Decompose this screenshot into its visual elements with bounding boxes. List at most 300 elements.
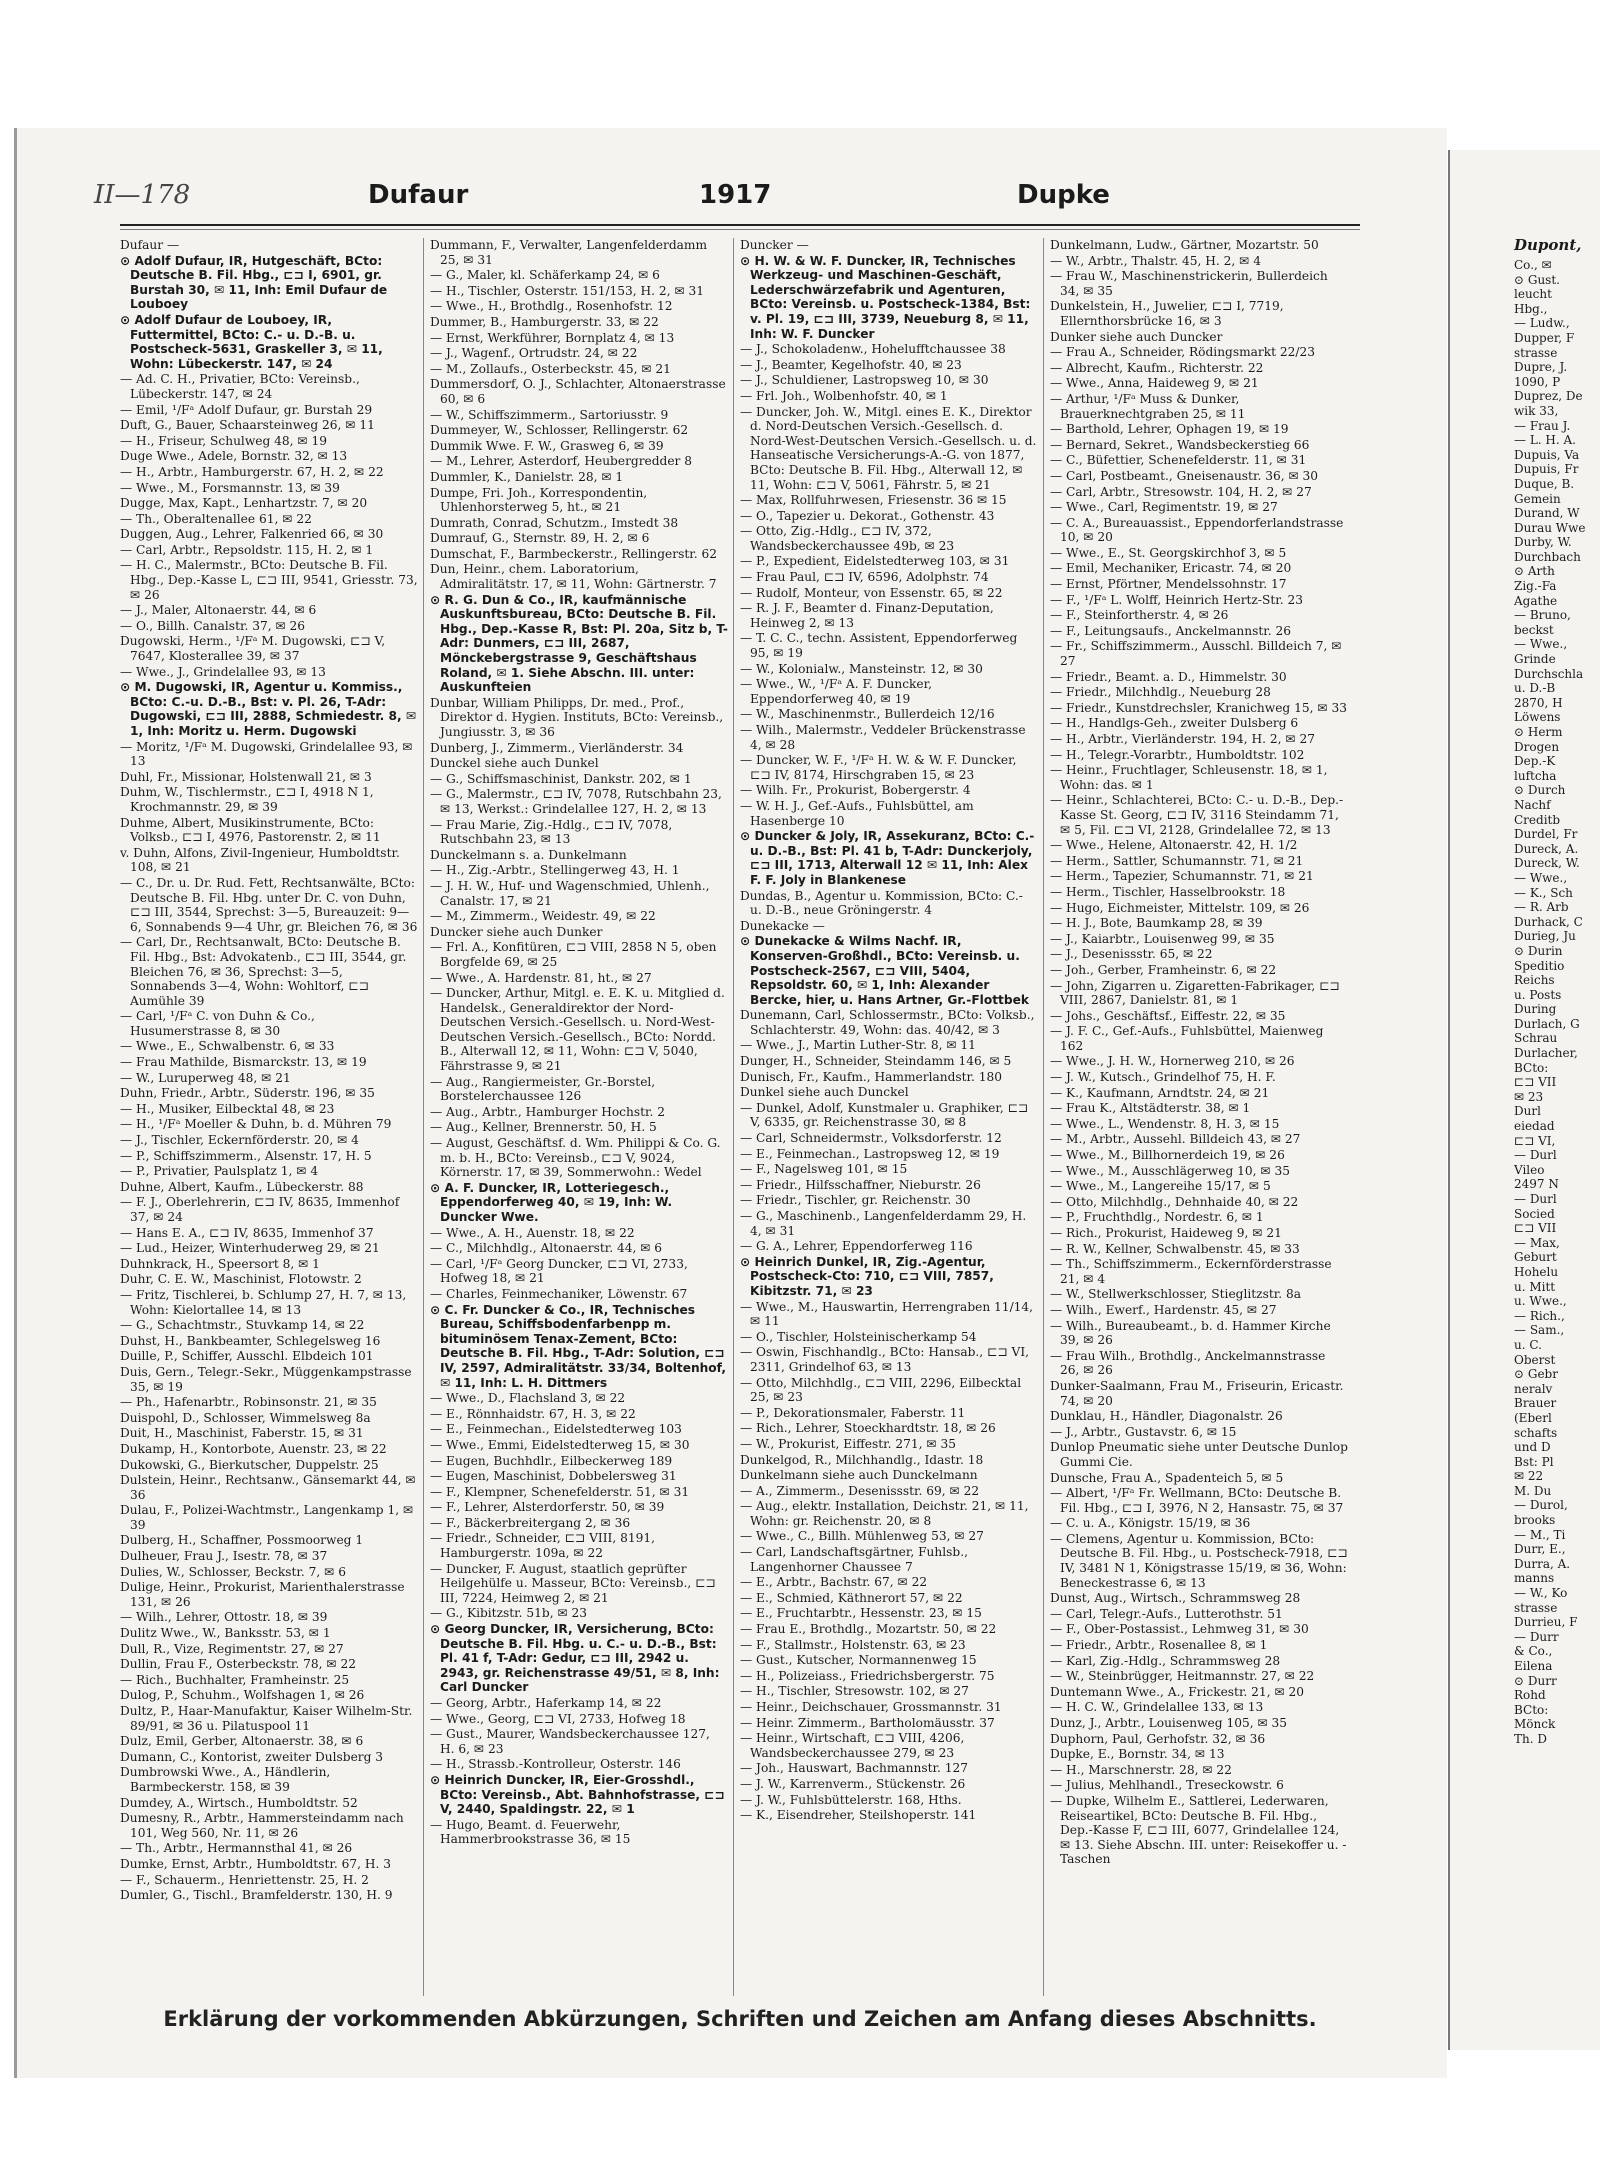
directory-entry: — Wwe., M., Ausschlägerweg 10, ✉ 35 (1050, 1163, 1290, 1178)
next-page-line: Durdel, Fr (1514, 827, 1578, 842)
next-page-line: Drogen (1514, 739, 1560, 754)
directory-entry: — Herm., Tapezier, Schumannstr. 71, ✉ 21 (1050, 869, 1314, 884)
directory-entry: Dulberg, H., Schaffner, Possmoorweg 1 (120, 1533, 364, 1548)
directory-entry: — Gust., Kutscher, Normannenweg 15 (740, 1653, 977, 1668)
next-page-line: ⊙ Durr (1514, 1673, 1557, 1688)
directory-entry: — Emil, Mechaniker, Ericastr. 74, ✉ 20 (1050, 561, 1292, 576)
directory-column-4 (1050, 238, 1348, 1998)
directory-entry: Dunbar, William Philipps, Dr. med., Prof., Direktor d. Hygien. Instituts, BCto: Vereinsb., Jungiusstr. 3, ✉ 36 (430, 695, 724, 739)
directory-entry: ⊙ Adolf Dufaur de Louboey, IR, Futtermittel, BCto: C.- u. D.-B. u. Postscheck-5631, Graskeller 3, ✉ 11, Wohn: Lübeckerstr. 147, ✉ 24 (120, 312, 383, 371)
next-page-line: Zig.-Fa (1514, 579, 1557, 594)
next-page-line: Hohelu (1514, 1264, 1559, 1279)
next-page-line: BCto: (1514, 1702, 1549, 1717)
directory-entry: Dulz, Emil, Gerber, Altonaerstr. 38, ✉ 6 (120, 1734, 364, 1749)
directory-entry: — C., Dr. u. Dr. Rud. Fett, Rechtsanwälte, BCto: Deutsche B. Fil. Hbg. unter Dr. C. von Duhn, ⊏⊐ III, 3544, Sprechst: 3—5, Bureauzeit: 9—6, Sonnabends 9—4 Uhr, gr. Bleichen 76, ✉ 36 (120, 875, 418, 934)
directory-entry: — Wwe., M., Hauswartin, Herrengraben 11/14, ✉ 11 (740, 1299, 1034, 1329)
directory-entry: Duis, Gern., Telegr.-Sekr., Müggenkampstrasse 35, ✉ 19 (120, 1364, 412, 1394)
directory-entry: — G., Kibitzstr. 51b, ✉ 23 (430, 1606, 588, 1621)
directory-entry: — W., Prokurist, Eiffestr. 271, ✉ 35 (740, 1436, 956, 1451)
next-page-line: Dupre, J. (1514, 360, 1568, 375)
directory-entry: — Heinr., Deichschauer, Grossmannstr. 31 (740, 1700, 1002, 1714)
next-page-line: u. C. (1514, 1337, 1542, 1352)
directory-entry: — Aug., Rangiermeister, Gr.-Borstel, Borstelerchaussee 126 (430, 1074, 656, 1104)
directory-entry: Dufaur — (120, 238, 180, 252)
directory-entry: — W., Steinbrügger, Heitmannstr. 27, ✉ 22 (1050, 1669, 1315, 1684)
directory-entry: — Karl, Zig.-Hdlg., Schrammsweg 28 (1050, 1653, 1281, 1668)
directory-entry: Dunekacke — (740, 918, 825, 933)
directory-entry: Dunkelgod, R., Milchhandlg., Idastr. 18 (740, 1452, 984, 1467)
directory-entry: — T. C. C., techn. Assistent, Eppendorferweg 95, ✉ 19 (740, 631, 1018, 661)
directory-entry: — August, Geschäftsf. d. Wm. Philippi & Co. G. m. b. H., BCto: Vereinsb., ⊏⊐ V, 9024, Körnerstr. 17, ✉ 39, Sommerwohn.: Wedel (430, 1136, 721, 1180)
directory-entry: Duhr, C. E. W., Maschinist, Flotowstr. 2 (120, 1272, 362, 1287)
next-page-line: ⊏⊐ VII (1514, 1221, 1557, 1236)
directory-column-3 (740, 238, 1038, 1998)
directory-entry: — H., Marschnerstr. 28, ✉ 22 (1050, 1762, 1232, 1777)
directory-entry: — H., Musiker, Eilbecktal 48, ✉ 23 (120, 1101, 335, 1116)
directory-entry: — J., Arbtr., Gustavstr. 6, ✉ 15 (1050, 1424, 1237, 1439)
next-page-line: strasse (1514, 1600, 1558, 1615)
next-page-line: ⊏⊐ VII (1514, 1075, 1557, 1090)
next-page-line: M. Du (1514, 1483, 1552, 1498)
directory-entry: Dunckelmann s. a. Dunkelmann (430, 847, 627, 862)
directory-entry: — Hugo, Eichmeister, Mittelstr. 109, ✉ 26 (1050, 900, 1310, 915)
directory-entry: — Frl. Joh., Wolbenhofstr. 40, ✉ 1 (740, 388, 948, 403)
directory-entry: — Wwe., Anna, Haideweg 9, ✉ 21 (1050, 376, 1259, 391)
next-page-line: manns (1514, 1571, 1555, 1586)
directory-entry: — Ph., Hafenarbtr., Robinsonstr. 21, ✉ 35 (120, 1395, 377, 1410)
directory-entry: — Julius, Mehlhandl., Treseckowstr. 6 (1050, 1778, 1284, 1793)
directory-entry: — H., Arbtr., Hamburgerstr. 67, H. 2, ✉ 22 (120, 464, 384, 479)
directory-entry: Dupke, E., Bornstr. 34, ✉ 13 (1050, 1747, 1225, 1762)
next-page-line: (Eberl (1514, 1410, 1552, 1425)
directory-entry: — G., Malermstr., ⊏⊐ IV, 7078, Rutschbahn 23, ✉ 13, Werkst.: Grindelallee 127, H. 2, ✉ 13 (430, 787, 722, 816)
next-page-line: u. Mitt (1514, 1279, 1556, 1294)
directory-entry: — Herm., Tischler, Hasselbrookstr. 18 (1050, 884, 1286, 899)
next-page-line: Durhack, C (1514, 914, 1583, 929)
directory-entry: — Duncker, F. August, staatlich geprüfter Heilgehülfe u. Masseur, BCto: Vereinsb., ⊏⊐ III, 7224, Heimweg 2, ✉ 21 (430, 1561, 716, 1605)
directory-entry: ⊙ M. Dugowski, IR, Agentur u. Kommiss., BCto: C.-u. D.-B., Bst: v. Pl. 26, T-Adr: Dugowski, ⊏⊐ III, 2888, Schmiedestr. 8, ✉ 1, Inh: Moritz u. Herm. Dugowski (120, 680, 417, 738)
directory-entry: Dunkelstein, H., Juwelier, ⊏⊐ I, 7719, Ellernthorsbrücke 16, ✉ 3 (1050, 299, 1284, 328)
next-page-line: ✉ 22 (1514, 1469, 1544, 1484)
directory-entry: ⊙ C. Fr. Duncker & Co., IR, Technisches Bureau, Schiffsbodenfarbenpp m. bituminösem Tenax-Zement, BCto: Deutsche B. Fil. Hbg., T-Adr: Solution, ⊏⊐ IV, 2597, Admiralitätstr. 33/34, Boltenhof, ✉ 11, Inh: L. H. Dittmers (430, 1302, 726, 1390)
directory-entry: Dulheuer, Frau J., Isestr. 78, ✉ 37 (120, 1549, 328, 1564)
directory-entry: — W., Kolonialw., Mansteinstr. 12, ✉ 30 (740, 661, 983, 676)
directory-entry: Dumke, Ernst, Arbtr., Humboldtstr. 67, H. 3 (120, 1856, 391, 1871)
next-page-line: Dureck, W. (1514, 856, 1580, 871)
directory-entry: Dumler, G., Tischl., Bramfelderstr. 130, H. 9 (120, 1888, 393, 1903)
directory-entry: — F., Stallmstr., Holstenstr. 63, ✉ 23 (740, 1637, 966, 1652)
directory-entry: — Wwe., M., Langereihe 15/17, ✉ 5 (1050, 1179, 1271, 1194)
directory-entry: — Arthur, ¹/Fᵃ Muss & Dunker, Brauerknechtgraben 25, ✉ 11 (1050, 391, 1246, 421)
next-page-line: Durrieu, F (1514, 1615, 1578, 1630)
directory-entry: — Wwe., Helene, Altonaerstr. 42, H. 1/2 (1050, 838, 1298, 853)
directory-entry: Duispohl, D., Schlosser, Wimmelsweg 8a (120, 1410, 371, 1425)
directory-entry: — Wilh. Fr., Prokurist, Bobergerstr. 4 (740, 783, 971, 798)
directory-entry: Dun, Heinr., chem. Laboratorium, Admiralitätstr. 17, ✉ 11, Wohn: Gärtnerstr. 7 (430, 562, 717, 592)
directory-entry: — Oswin, Fischhandlg., BCto: Hansab., ⊏⊐ VI, 2311, Grindelhof 63, ✉ 13 (740, 1345, 1030, 1374)
directory-entry: — Aug., Kellner, Brennerstr. 50, H. 5 (430, 1120, 657, 1135)
next-page-line: — L. H. A. (1514, 433, 1576, 448)
next-page-line: — W., Ko (1514, 1586, 1568, 1601)
directory-entry: — J., Desenissstr. 65, ✉ 22 (1050, 947, 1213, 962)
directory-entry: — Albrecht, Kaufm., Richterstr. 22 (1050, 360, 1264, 375)
next-page-line: und D (1514, 1440, 1551, 1455)
next-page-line: Dupper, F (1514, 330, 1575, 345)
directory-entry: — H., Strassb.-Kontrolleur, Osterstr. 146 (430, 1757, 681, 1772)
next-page-line: Schrau (1514, 1031, 1558, 1046)
directory-entry: — Dupke, Wilhelm E., Sattlerei, Lederwaren, Reiseartikel, BCto: Deutsche B. Fil. Hbg., Dep.-Kasse F, ⊏⊐ III, 6077, Grindelallee 124, ✉ 13. Siehe Abschn. III. unter: Reisekoffer u. -Taschen (1050, 1793, 1347, 1867)
next-page-line: Nachf (1514, 797, 1551, 812)
directory-entry: Duncker — (740, 238, 809, 252)
next-page-line: Brauer (1514, 1396, 1557, 1411)
directory-entry: — Ad. C. H., Privatier, BCto: Vereinsb., Lübeckerstr. 147, ✉ 24 (120, 372, 360, 401)
directory-entry: — Duncker, Arthur, Mitgl. e. E. K. u. Mitglied d. Handelsk., Generaldirektor der Nord-Deutschen Versich.-Gesellsch. u. Nord-West-Deutschen Versich.-Gesellsch., BCto: Nordd. B., Alterwall 12, ✉ 11, Wohn: ⊏⊐ V, 5040, Fährstrasse 9, ✉ 21 (430, 986, 725, 1074)
directory-entry: Dukowski, G., Bierkutscher, Duppelstr. 25 (120, 1457, 379, 1472)
next-page-line: u. Posts (1514, 987, 1562, 1002)
directory-entry: — J., Maler, Altonaerstr. 44, ✉ 6 (120, 603, 317, 618)
directory-entry: ⊙ Heinrich Duncker, IR, Eier-Grosshdl., BCto: Vereinsb., Abt. Bahnhofstrasse, ⊏⊐ V, 2440, Spaldingstr. 22, ✉ 1 (430, 1772, 725, 1817)
next-page-line: Oberst (1514, 1352, 1556, 1367)
next-page-line: Durlach, G (1514, 1016, 1580, 1031)
directory-entry: Dull, R., Vize, Regimentstr. 27, ✉ 27 (120, 1641, 344, 1656)
directory-entry: — H. C. W., Grindelallee 133, ✉ 13 (1050, 1700, 1264, 1715)
directory-entry: — Hans E. A., ⊏⊐ IV, 8635, Immenhof 37 (120, 1225, 374, 1240)
next-page-line: Mönck (1514, 1717, 1556, 1732)
directory-column-2 (430, 238, 728, 1998)
directory-entry: — Wwe., J., Grindelallee 93, ✉ 13 (120, 664, 326, 679)
next-page-line: Hbg., (1514, 301, 1548, 316)
directory-entry: Dummersdorf, O. J., Schlachter, Altonaerstrasse 60, ✉ 6 (430, 377, 726, 406)
directory-entry: — G., Maschinenb., Langenfelderdamm 29, H. 4, ✉ 31 (740, 1209, 1027, 1238)
directory-entry: ⊙ H. W. & W. F. Duncker, IR, Technisches Werkzeug- und Maschinen-Geschäft, Lederschwärzefabrik und Agenturen, BCto: Vereinsb. u. Postscheck-1384, Bst: v. Pl. 19, ⊏⊐ III, 3739, Neueburg 8, ✉ 11, Inh: W. F. Duncker (740, 253, 1031, 341)
directory-entry: — F., Klempner, Schenefelderstr. 51, ✉ 31 (430, 1484, 690, 1499)
directory-entry: — H., Handlgs-Geh., zweiter Dulsberg 6 (1050, 716, 1299, 731)
directory-entry: — P., Dekorationsmaler, Faberstr. 11 (740, 1405, 966, 1420)
directory-entry: — Barthold, Lehrer, Ophagen 19, ✉ 19 (1050, 422, 1289, 437)
directory-entry: Dulies, W., Schlosser, Beckstr. 7, ✉ 6 (120, 1564, 346, 1579)
next-page-line: Dep.-K (1514, 754, 1556, 769)
directory-entry: Dunkelmann siehe auch Dunckelmann (740, 1468, 978, 1483)
directory-entry: — Max, Rollfuhrwesen, Friesenstr. 36 ✉ 15 (740, 493, 1007, 508)
directory-entry: — Heinr., Schlachterei, BCto: C.- u. D.-B., Dep.-Kasse St. Georg, ⊏⊐ IV, 3116 Steindamm 71, ✉ 5, Fil. ⊏⊐ VI, 2128, Grindelallee 72, ✉ 13 (1050, 793, 1344, 837)
directory-entry: — F., ¹/Fᵃ L. Wolff, Heinrich Hertz-Str. 23 (1050, 592, 1303, 607)
next-page-line: — Durl (1514, 1148, 1557, 1163)
next-page-line: Löwens (1514, 710, 1561, 725)
next-page-line: BCto: (1514, 1060, 1549, 1075)
directory-entry: — Rich., Prokurist, Haideweg 9, ✉ 21 (1050, 1226, 1282, 1240)
column-divider (1043, 238, 1044, 1996)
directory-entry: — Carl, ¹/Fᵃ C. von Duhn & Co., Husumerstrasse 8, ✉ 30 (120, 1009, 315, 1038)
directory-entry: — Friedr., Beamt. a. D., Himmelstr. 30 (1050, 669, 1287, 684)
directory-entry: — H., Tischler, Stresowstr. 102, ✉ 27 (740, 1684, 969, 1699)
directory-entry: Dummann, F., Verwalter, Langenfelderdamm 25, ✉ 31 (430, 238, 707, 267)
year: 1917 (699, 180, 772, 210)
next-page-line: Durchschla (1514, 666, 1584, 681)
directory-entry: — Fr., Schiffszimmerm., Ausschl. Billdeich 7, ✉ 27 (1050, 639, 1342, 669)
directory-entry: — H., Tischler, Osterstr. 151/153, H. 2, ✉ 31 (430, 283, 705, 298)
next-page-line: ⊙ Durin (1514, 943, 1563, 958)
directory-entry: — F., Bäckerbreitergang 2, ✉ 36 (430, 1515, 631, 1530)
directory-entry: — Clemens, Agentur u. Kommission, BCto: Deutsche B. Fil. Hbg., u. Postscheck-7918, ⊏⊐ IV, 3481 N 1, Königstrasse 15/19, ✉ 36, Wohn: Beneckestrasse 6, ✉ 13 (1050, 1531, 1348, 1590)
directory-entry: — W., Luruperweg 48, ✉ 21 (120, 1070, 291, 1085)
directory-entry: Dummeyer, W., Schlosser, Rellingerstr. 62 (430, 423, 689, 438)
next-page-line: Durr, E., (1514, 1542, 1566, 1557)
directory-entry: Dumdey, A., Wirtsch., Humboldtstr. 52 (120, 1795, 358, 1810)
directory-entry: Dunsche, Frau A., Spadenteich 5, ✉ 5 (1050, 1470, 1284, 1485)
directory-entry: — Carl, Dr., Rechtsanwalt, BCto: Deutsche B. Fil. Hbg., Bst: Advokatenb., ⊏⊐ III, 3544, gr. Bleichen 76, ✉ 36, Sprechst: 3—5, Sonnabends 3—4, Wohn: Wohltorf, ⊏⊐ Aumühle 39 (120, 935, 407, 1008)
right-keyword: Dupke (1017, 180, 1110, 210)
next-page-line: Socied (1514, 1206, 1555, 1221)
next-page-line: Durand, W (1514, 506, 1580, 521)
directory-entry: Dunisch, Fr., Kaufm., Hammerlandstr. 180 (740, 1069, 1003, 1084)
directory-entry: Dumann, C., Kontorist, zweiter Dulsberg 3 (120, 1749, 384, 1764)
next-page-line: Durra, A. (1514, 1556, 1571, 1571)
directory-entry: — Wwe., J., Martin Luther-Str. 8, ✉ 11 (740, 1038, 976, 1053)
next-page-line: Creditb (1514, 812, 1561, 827)
directory-entry: — O., Billh. Canalstr. 37, ✉ 26 (120, 618, 306, 633)
directory-entry: — F., Nagelsweg 101, ✉ 15 (740, 1162, 908, 1177)
directory-entry: — Frau E., Brothdlg., Mozartstr. 50, ✉ 22 (740, 1622, 997, 1637)
directory-entry: — Joh., Gerber, Framheinstr. 6, ✉ 22 (1050, 962, 1277, 977)
directory-entry: ⊙ Georg Duncker, IR, Versicherung, BCto: Deutsche B. Fil. Hbg. u. C.- u. D.-B., Bst: Pl. 41 f, T-Adr: Gedur, ⊏⊐ III, 2942 u. 2943, gr. Reichenstrasse 49/51, ✉ 8, Inh: Carl Duncker (430, 1622, 720, 1695)
directory-entry: — P., Privatier, Paulsplatz 1, ✉ 4 (120, 1164, 319, 1179)
next-page-line: u. Wwe., (1514, 1294, 1567, 1309)
directory-entry: — J., Kaiarbtr., Louisenweg 99, ✉ 35 (1050, 931, 1275, 946)
next-page-line: Geburt (1514, 1250, 1557, 1265)
directory-entry: — Friedr., Arbtr., Rosenallee 8, ✉ 1 (1050, 1638, 1268, 1653)
directory-entry: — Dunkel, Adolf, Kunstmaler u. Graphiker, ⊏⊐ V, 6335, gr. Reichenstrasse 30, ✉ 8 (740, 1100, 1029, 1130)
directory-entry: — Aug., Arbtr., Hamburger Hochstr. 2 (430, 1104, 665, 1119)
directory-entry: Dumrath, Conrad, Schutzm., Imstedt 38 (430, 515, 679, 530)
directory-entry: — O., Tischler, Holsteinischerkamp 54 (740, 1329, 977, 1344)
next-page-line: ⊙ Gust. (1514, 272, 1560, 287)
directory-entry: Dumesny, R., Arbtr., Hammersteindamm nach 101, Weg 560, Nr. 11, ✉ 26 (120, 1811, 404, 1840)
directory-entry: — Moritz, ¹/Fᵃ M. Dugowski, Grindelallee 93, ✉ 13 (120, 739, 413, 769)
directory-entry: — Bernard, Sekret., Wandsbeckerstieg 66 (1050, 437, 1310, 452)
next-page-line: Dureck, A. (1514, 841, 1579, 856)
directory-entry: — Lud., Heizer, Winterhuderweg 29, ✉ 21 (120, 1241, 380, 1256)
directory-entry: v. Duhn, Alfons, Zivil-Ingenieur, Humboldtstr. 108, ✉ 21 (120, 845, 400, 875)
directory-entry: — H. C., Malermstr., BCto: Deutsche B. Fil. Hbg., Dep.-Kasse L, ⊏⊐ III, 9541, Griesstr. 73, ✉ 26 (120, 558, 418, 602)
next-page-line: ⊙ Arth (1514, 564, 1555, 579)
directory-entry: — P., Fruchthdlg., Nordestr. 6, ✉ 1 (1050, 1210, 1264, 1225)
directory-entry: — Carl, Telegr.-Aufs., Lutterothstr. 51 (1050, 1606, 1283, 1621)
directory-entry: — Wilh., Ewerf., Hardenstr. 45, ✉ 27 (1050, 1302, 1277, 1317)
next-page-line: Eilena (1514, 1659, 1553, 1673)
next-page-line: leucht (1514, 287, 1552, 302)
directory-entry: — Wwe., Emmi, Eidelstedterweg 15, ✉ 30 (430, 1437, 690, 1452)
directory-entry: — Ernst, Pförtner, Mendelssohnstr. 17 (1050, 577, 1287, 592)
directory-entry: — Wwe., M., Billhornerdeich 19, ✉ 26 (1050, 1148, 1285, 1163)
next-page-line: ⊏⊐ VI, (1514, 1133, 1556, 1148)
directory-entry: — Otto, Zig.-Hdlg., ⊏⊐ IV, 372, Wandsbeckerchaussee 49b, ✉ 23 (740, 524, 955, 553)
next-page-line: Th. D (1514, 1731, 1547, 1746)
directory-entry: Dunemann, Carl, Schlossermstr., BCto: Volksb., Schlachterstr. 49, Wohn: das. 40/42, ✉ 3 (740, 1008, 1035, 1037)
next-page-line: Duprez, De (1514, 389, 1583, 404)
next-page-line: — Bruno, (1514, 608, 1571, 623)
directory-entry: — M., Zollaufs., Osterbeckstr. 45, ✉ 21 (430, 361, 671, 376)
directory-entry: Dunger, H., Schneider, Steindamm 146, ✉ 5 (740, 1054, 1012, 1069)
directory-entry: — W. H. J., Gef.-Aufs., Fuhlsbüttel, am Hasenberge 10 (740, 798, 974, 828)
directory-entry: — J., Schuldiener, Lastropsweg 10, ✉ 30 (740, 373, 989, 388)
directory-entry: — F., Steinfortherstr. 4, ✉ 26 (1050, 608, 1229, 623)
directory-entry: — F., Lehrer, Alsterdorferstr. 50, ✉ 39 (430, 1500, 665, 1515)
directory-entry: Duhme, Albert, Musikinstrumente, BCto: Volksb., ⊏⊐ I, 4976, Pastorenstr. 2, ✉ 11 (120, 815, 381, 845)
directory-entry: — H., Zig.-Arbtr., Stellingerweg 43, H. 1 (430, 863, 680, 878)
directory-entry: — Duncker, Joh. W., Mitgl. eines E. K., Direktor d. Nord-Deutschen Versich.-Gesellsch. d. Nord-West-Deutschen Versich.-Gesellsch. u. d. Hanseatische Versicherungs-A.-G. von 1877, BCto: Deutsche B. Fil. Hbg., Alterwall 12, ✉ 11, Wohn: ⊏⊐ V, 5061, Fährstr. 5, ✉ 21 (740, 404, 1037, 492)
directory-entry: — Frl. A., Konfitüren, ⊏⊐ VIII, 2858 N 5, oben Borgfelde 69, ✉ 25 (430, 940, 717, 969)
directory-entry: — J. W., Fuhlsbüttelerstr. 168, Hths. (740, 1792, 962, 1807)
directory-entry: — Wwe., W., ¹/Fᵃ A. F. Duncker, Eppendorferweg 40, ✉ 19 (740, 677, 933, 706)
directory-entry: — Charles, Feinmechaniker, Löwenstr. 67 (430, 1286, 688, 1301)
directory-entry: — J., Tischler, Eckernförderstr. 20, ✉ 4 (120, 1133, 359, 1148)
directory-entry: — Johs., Geschäftsf., Eiffestr. 22, ✉ 35 (1050, 1008, 1286, 1023)
directory-entry: Duhm, W., Tischlermstr., ⊏⊐ I, 4918 N 1, Krochmannstr. 29, ✉ 39 (120, 785, 374, 814)
directory-entry: Duggen, Aug., Lehrer, Falkenried 66, ✉ 30 (120, 527, 384, 542)
next-page-line: — Durl (1514, 1192, 1557, 1206)
next-page-line: Durby, W. (1514, 535, 1572, 550)
next-page-line: Durlacher, (1514, 1046, 1578, 1061)
next-page-line: Durchbach (1514, 549, 1581, 564)
directory-entry: Dunckel siehe auch Dunkel (430, 756, 599, 771)
directory-entry: — M., Zimmerm., Weidestr. 49, ✉ 22 (430, 909, 656, 924)
directory-entry: Duft, G., Bauer, Schaarsteinweg 26, ✉ 11 (120, 418, 375, 433)
next-page-line: — Ludw., (1514, 316, 1570, 331)
next-page-line: Durieg, Ju (1514, 929, 1576, 944)
directory-entry: — E., Schmied, Käthnerort 57, ✉ 22 (740, 1590, 963, 1605)
directory-entry: Dulau, F., Polizei-Wachtmstr., Langenkamp 1, ✉ 39 (120, 1503, 414, 1532)
directory-entry: — R. W., Kellner, Schwalbenstr. 45, ✉ 33 (1050, 1241, 1300, 1256)
next-page-line: luftcha (1514, 768, 1557, 783)
next-page-line: eiedad (1514, 1119, 1555, 1134)
directory-entry: — Albert, ¹/Fᵃ Fr. Wellmann, BCto: Deutsche B. Fil. Hbg., ⊏⊐ I, 3976, N 2, Hansastr. 75, ✉ 37 (1050, 1486, 1344, 1515)
directory-entry: — K., Kaufmann, Arndtstr. 24, ✉ 21 (1050, 1085, 1270, 1100)
directory-entry: — Friedr., Hilfsschaffner, Nieburstr. 26 (740, 1177, 981, 1192)
directory-entry: — Rudolf, Monteur, von Essenstr. 65, ✉ 22 (740, 585, 1003, 600)
directory-entry: — Duncker, W. F., ¹/Fᵃ H. W. & W. F. Duncker, ⊏⊐ IV, 8174, Hirschgraben 15, ✉ 23 (740, 753, 1017, 782)
directory-entry: — E., Rönnhaidstr. 67, H. 3, ✉ 22 (430, 1406, 636, 1421)
directory-entry: — Carl, Postbeamt., Gneisenaustr. 36, ✉ 30 (1050, 468, 1319, 483)
directory-entry: — Heinr., Wirtschaft, ⊏⊐ VIII, 4206, Wandsbeckerchaussee 279, ✉ 23 (740, 1731, 965, 1760)
directory-entry: — J. W., Karrenverm., Stückenstr. 26 (740, 1776, 966, 1791)
next-page-line: 2870, H (1514, 695, 1563, 710)
directory-entry: Dulitz Wwe., W., Banksstr. 53, ✉ 1 (120, 1626, 331, 1641)
directory-entry: — Carl, Schneidermstr., Volksdorferstr. 12 (740, 1131, 1002, 1146)
next-page-line: Agathe (1514, 593, 1558, 608)
header-rule-thin (120, 229, 1360, 230)
directory-entry: — K., Eisendreher, Steilshoperstr. 141 (740, 1808, 977, 1823)
directory-entry: Dummer, B., Hamburgerstr. 33, ✉ 22 (430, 314, 659, 329)
directory-entry: Dunklau, H., Händler, Diagonalstr. 26 (1050, 1409, 1283, 1424)
directory-entry: — Frau K., Altstädterstr. 38, ✉ 1 (1050, 1101, 1251, 1116)
directory-entry: Duphorn, Paul, Gerhofstr. 32, ✉ 36 (1050, 1731, 1266, 1746)
next-page-line: Speditio (1514, 958, 1565, 973)
directory-entry: Dunst, Aug., Wirtsch., Schrammsweg 28 (1050, 1591, 1301, 1606)
next-page-line: Dupuis, Fr (1514, 462, 1579, 477)
directory-entry: — M., Lehrer, Asterdorf, Heubergredder 8 (430, 454, 693, 469)
directory-entry: — Th., Schiffszimmerm., Eckernförderstrasse 21, ✉ 4 (1050, 1257, 1332, 1286)
directory-entry: — Th., Oberaltenallee 61, ✉ 22 (120, 511, 312, 526)
next-page-line: — Durol, (1514, 1498, 1568, 1513)
directory-entry: — G., Schiffsmaschinist, Dankstr. 202, ✉ 1 (430, 771, 692, 786)
page-header (14, 180, 1370, 216)
directory-entry: — H., Friseur, Schulweg 48, ✉ 19 (120, 433, 327, 448)
directory-entry: — M., Arbtr., Aussehl. Billdeich 43, ✉ 27 (1050, 1132, 1301, 1147)
directory-entry: — C. A., Bureauassist., Eppendorferlandstrasse 10, ✉ 20 (1050, 515, 1344, 545)
directory-entry: — G., Schachtmstr., Stuvkamp 14, ✉ 22 (120, 1318, 365, 1333)
next-page-line: wik 33, (1514, 403, 1559, 418)
next-page-line: ✉ 23 (1514, 1089, 1544, 1104)
directory-entry: — H., ¹/Fᵃ Moeller & Duhn, b. d. Mühren 79 (120, 1117, 392, 1132)
directory-entry: — Wwe., D., Flachsland 3, ✉ 22 (430, 1391, 626, 1406)
directory-entry: Duncker siehe auch Dunker (430, 924, 603, 939)
directory-entry: ⊙ A. F. Duncker, IR, Lotteriegesch., Eppendorferweg 40, ✉ 19, Inh: W. Duncker Wwe. (430, 1180, 673, 1224)
directory-entry: — F., Schauerm., Henriettenstr. 25, H. 2 (120, 1872, 369, 1887)
directory-entry: — P., Expedient, Eidelstedterweg 103, ✉ 31 (740, 554, 1010, 569)
next-page-line: Grinde (1514, 652, 1556, 667)
directory-entry: — W., Schiffszimmerm., Sartoriusstr. 9 (430, 407, 669, 422)
directory-entry: — Wilh., Lehrer, Ottostr. 18, ✉ 39 (120, 1610, 328, 1625)
directory-entry: — W., Stellwerkschlosser, Stieglitzstr. 8a (1050, 1287, 1301, 1302)
directory-entry: — Heinr., Fruchtlager, Schleusenstr. 18, ✉ 1, Wohn: das. ✉ 1 (1050, 763, 1328, 792)
directory-entry: — Heinr. Zimmerm., Bartholomäusstr. 37 (740, 1715, 995, 1730)
directory-entry: — C., Milchhdlg., Altonaerstr. 44, ✉ 6 (430, 1241, 663, 1256)
directory-entry: Dundas, B., Agentur u. Kommission, BCto: C.- u. D.-B., neue Gröningerstr. 4 (740, 888, 1023, 918)
directory-entry: Duhne, Albert, Kaufm., Lübeckerstr. 88 (120, 1179, 364, 1194)
directory-entry: — Emil, ¹/Fᵃ Adolf Dufaur, gr. Burstah 29 (120, 402, 373, 417)
next-page-line: schafts (1514, 1425, 1558, 1440)
directory-entry: — J. H. W., Huf- und Wagenschmied, Uhlenh., Canalstr. 17, ✉ 21 (430, 878, 710, 908)
directory-entry: — F., Ober-Postassist., Lehmweg 31, ✉ 30 (1050, 1622, 1309, 1637)
next-page-line: u. D.-B (1514, 681, 1556, 696)
directory-entry: Dulige, Heinr., Prokurist, Marienthalerstrasse 131, ✉ 26 (120, 1580, 405, 1609)
directory-entry: — H., Arbtr., Vierländerstr. 194, H. 2, ✉ 27 (1050, 732, 1315, 746)
directory-entry: — Th., Arbtr., Hermannsthal 41, ✉ 26 (120, 1841, 353, 1856)
next-page-line: — Wwe., (1514, 637, 1568, 652)
directory-entry: Dunberg, J., Zimmerm., Vierländerstr. 34 (430, 740, 684, 755)
directory-entry: — Frau W., Maschinenstrickerin, Bullerdeich 34, ✉ 35 (1050, 269, 1328, 298)
next-page-line: neralv (1514, 1381, 1553, 1396)
directory-entry: — Wwe., M., Forsmannstr. 13, ✉ 39 (120, 480, 340, 495)
directory-entry: Dummik Wwe. F. W., Grasweg 6, ✉ 39 (430, 438, 664, 453)
directory-entry: — Carl, Arbtr., Stresowstr. 104, H. 2, ✉ 27 (1050, 484, 1312, 499)
next-page-line: Durau Wwe (1514, 520, 1586, 535)
directory-entry: — Frau Marie, Zig.-Hdlg., ⊏⊐ IV, 7078, Rutschbahn 23, ✉ 13 (430, 817, 673, 847)
next-page-line: ⊙ Durch (1514, 783, 1566, 798)
next-page-line: Co., ✉ (1514, 258, 1552, 272)
directory-entry: — J. F. C., Gef.-Aufs., Fuhlsbüttel, Maienweg 162 (1050, 1024, 1324, 1053)
next-page-line: 2497 N (1514, 1177, 1559, 1192)
directory-entry: Dumbrowski Wwe., A., Händlerin, Barmbeckerstr. 158, ✉ 39 (120, 1765, 331, 1794)
directory-entry: — Wilh., Malermstr., Veddeler Brückenstrasse 4, ✉ 28 (740, 723, 1026, 752)
next-page-line: — Rich., (1514, 1308, 1565, 1323)
directory-entry: ⊙ Dunekacke & Wilms Nachf. IR, Konserven-Großhdl., BCto: Vereinsb. u. Postscheck-2567, ⊏⊐ VIII, 5404, Repsoldstr. 60, ✉ 1, Inh: Alexander Bercke, hier, u. Hans Artner, Gr.-Flottbek (740, 934, 1029, 1007)
directory-entry: — G. A., Lehrer, Eppendorferweg 116 (740, 1239, 973, 1254)
next-page-line: & Co., (1514, 1644, 1553, 1659)
directory-entry: ⊙ R. G. Dun & Co., IR, kaufmännische Auskunftsbureau, BCto: Deutsche B. Fil. Hbg., Dep.-Kasse R, Bst: Pl. 20a, Sitz b, T-Adr: Dunmers, ⊏⊐ III, 2687, Mönckebergstrasse 9, Geschäftshaus Roland, ✉ 1. Siehe Abschn. III. unter: Auskunfteien (430, 592, 728, 695)
directory-entry: — P., Schiffszimmerm., Alsenstr. 17, H. 5 (120, 1148, 372, 1163)
directory-entry: Dullin, Frau F., Osterbeckstr. 78, ✉ 22 (120, 1657, 357, 1672)
next-page-line: Durl (1514, 1104, 1541, 1119)
directory-entry: Dultz, P., Haar-Manufaktur, Kaiser Wilhelm-Str. 89/91, ✉ 36 u. Pilatuspool 11 (120, 1704, 413, 1733)
directory-entry: — Wwe., H., Brothdlg., Rosenhofstr. 12 (430, 299, 673, 314)
directory-entry: — Carl, ¹/Fᵃ Georg Duncker, ⊏⊐ VI, 2733, Hofweg 18, ✉ 21 (430, 1256, 688, 1286)
directory-entry: — Wwe., L., Wendenstr. 8, H. 3, ✉ 15 (1050, 1116, 1280, 1131)
next-page-line: — Frau J. (1514, 418, 1571, 433)
directory-entry: — Hugo, Beamt. d. Feuerwehr, Hammerbrookstrasse 36, ✉ 15 (430, 1817, 631, 1847)
next-page-line: Dupuis, Va (1514, 447, 1580, 462)
directory-entry: — Wwe., A. H., Auenstr. 18, ✉ 22 (430, 1225, 635, 1240)
